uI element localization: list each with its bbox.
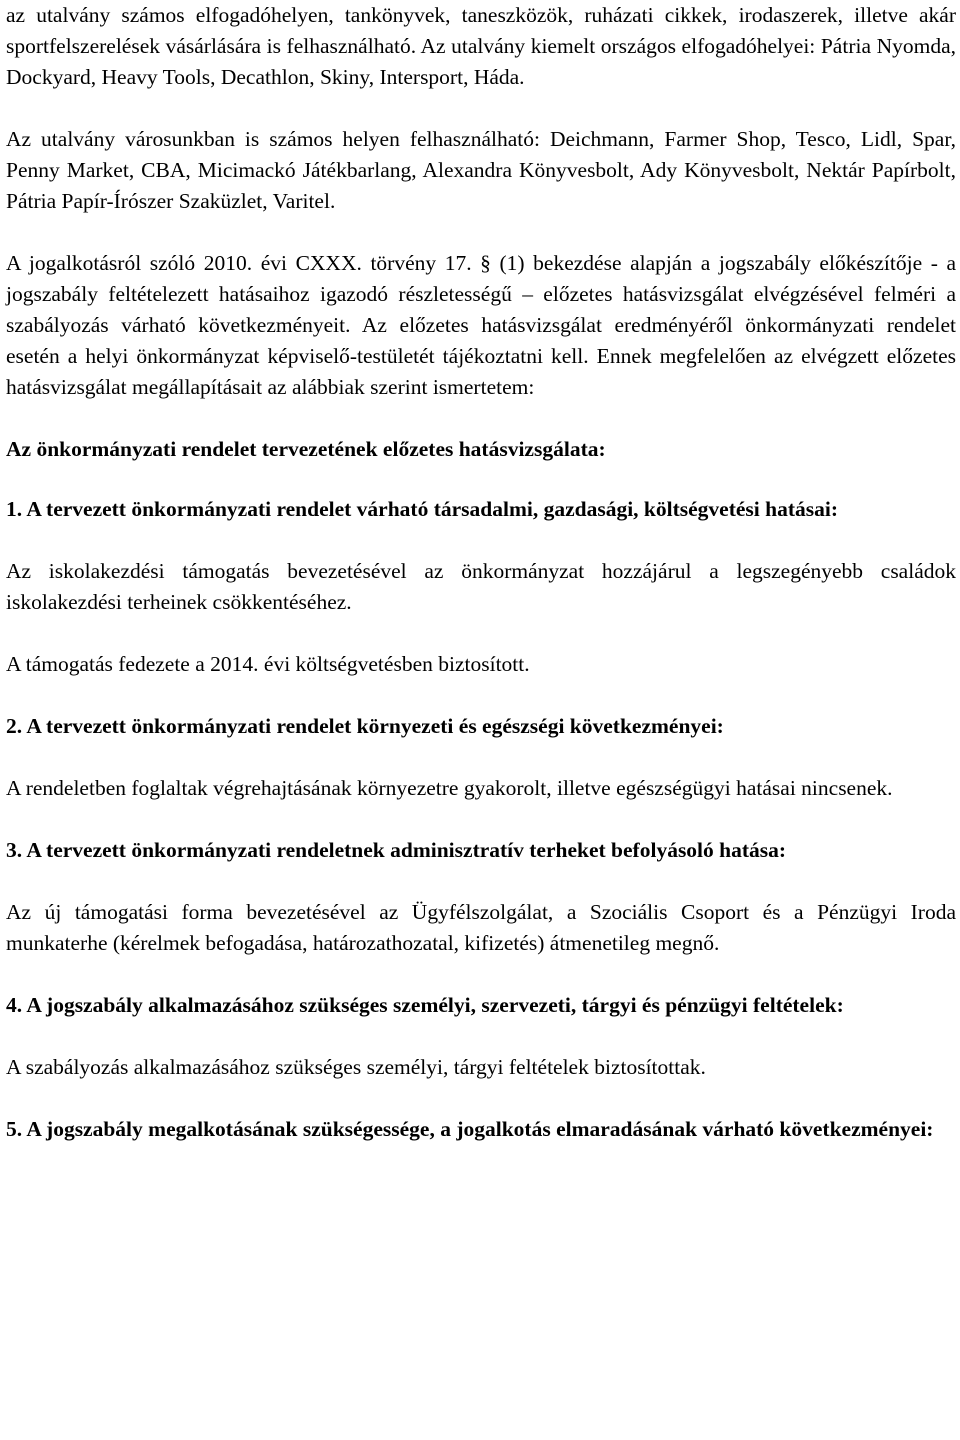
intro-paragraph: az utalvány számos elfogadóhelyen, tankönyvek, taneszközök, ruházati cikkek, irodaszerek, illetve akár sportfelszerelések vásárlására is felhasználható. Az utalvány kiemelt országos elfogadóhelyei: Pátria Nyomda, Dockyard, Heavy Tools, Decathlon, Skiny, Intersport, Háda. [6,3,956,89]
impact-assessment-heading: Az önkormányzati rendelet tervezetének előzetes hatásvizsgálata: [6,437,606,461]
document-page [6,0,956,1145]
section-1-paragraph: A támogatás fedezete a 2014. évi költségvetésben biztosított. [6,652,530,676]
section-3-heading: 3. A tervezett önkormányzati rendeletnek adminisztratív terheket befolyásoló hatása: [6,838,787,862]
section-2-heading: 2. A tervezett önkormányzati rendelet környezeti és egészségi következményei: [6,714,724,738]
legal-basis-paragraph: A jogalkotásról szóló 2010. évi CXXX. törvény 17. § (1) bekezdése alapján a jogszabály előkészítője - a jogszabály feltételezett hatásaihoz igazodó részletességű – előzetes hatásvizsgálat elvégzésével felméri a szabályozás várható következményeit. Az előzetes hatásvizsgálat eredményéről önkormányzati rendelet esetén a helyi önkormányzat képviselő-testületét tájékoztatni kell. Ennek megfelelően az elvégzett előzetes hatásvizsgálat megállapításait az alábbiak szerint ismertetem: [6,251,956,399]
section-4-heading: 4. A jogszabály alkalmazásához szükséges személyi, szervezeti, tárgyi és pénzügyi feltételek: [6,993,844,1017]
section-1-paragraph: Az iskolakezdési támogatás bevezetésével az önkormányzat hozzájárul a legszegényebb családok iskolakezdési terheinek csökkentéséhez. [6,559,956,614]
acceptance-locations-paragraph: Az utalvány városunkban is számos helyen felhasználható: Deichmann, Farmer Shop, Tesco, Lidl, Spar, Penny Market, CBA, Micimackó Játékbarlang, Alexandra Könyvesbolt, Ady Könyvesbolt, Nektár Papírbolt, Pátria Papír-Írószer Szaküzlet, Varitel. [6,127,956,213]
section-3-paragraph: Az új támogatási forma bevezetésével az Ügyfélszolgálat, a Szociális Csoport és a Pénzügyi Iroda munkaterhe (kérelmek befogadása, határozathozatal, kifizetés) átmenetileg megnő. [6,900,956,955]
section-2-paragraph: A rendeletben foglaltak végrehajtásának környezetre gyakorolt, illetve egészségügyi hatásai nincsenek. [6,776,893,800]
section-5-heading: 5. A jogszabály megalkotásának szükségessége, a jogalkotás elmaradásának várható következményei: [6,1117,934,1141]
section-4-paragraph: A szabályozás alkalmazásához szükséges személyi, tárgyi feltételek biztosítottak. [6,1055,706,1079]
section-1-heading: 1. A tervezett önkormányzati rendelet várható társadalmi, gazdasági, költségvetési hatásai: [6,497,839,521]
